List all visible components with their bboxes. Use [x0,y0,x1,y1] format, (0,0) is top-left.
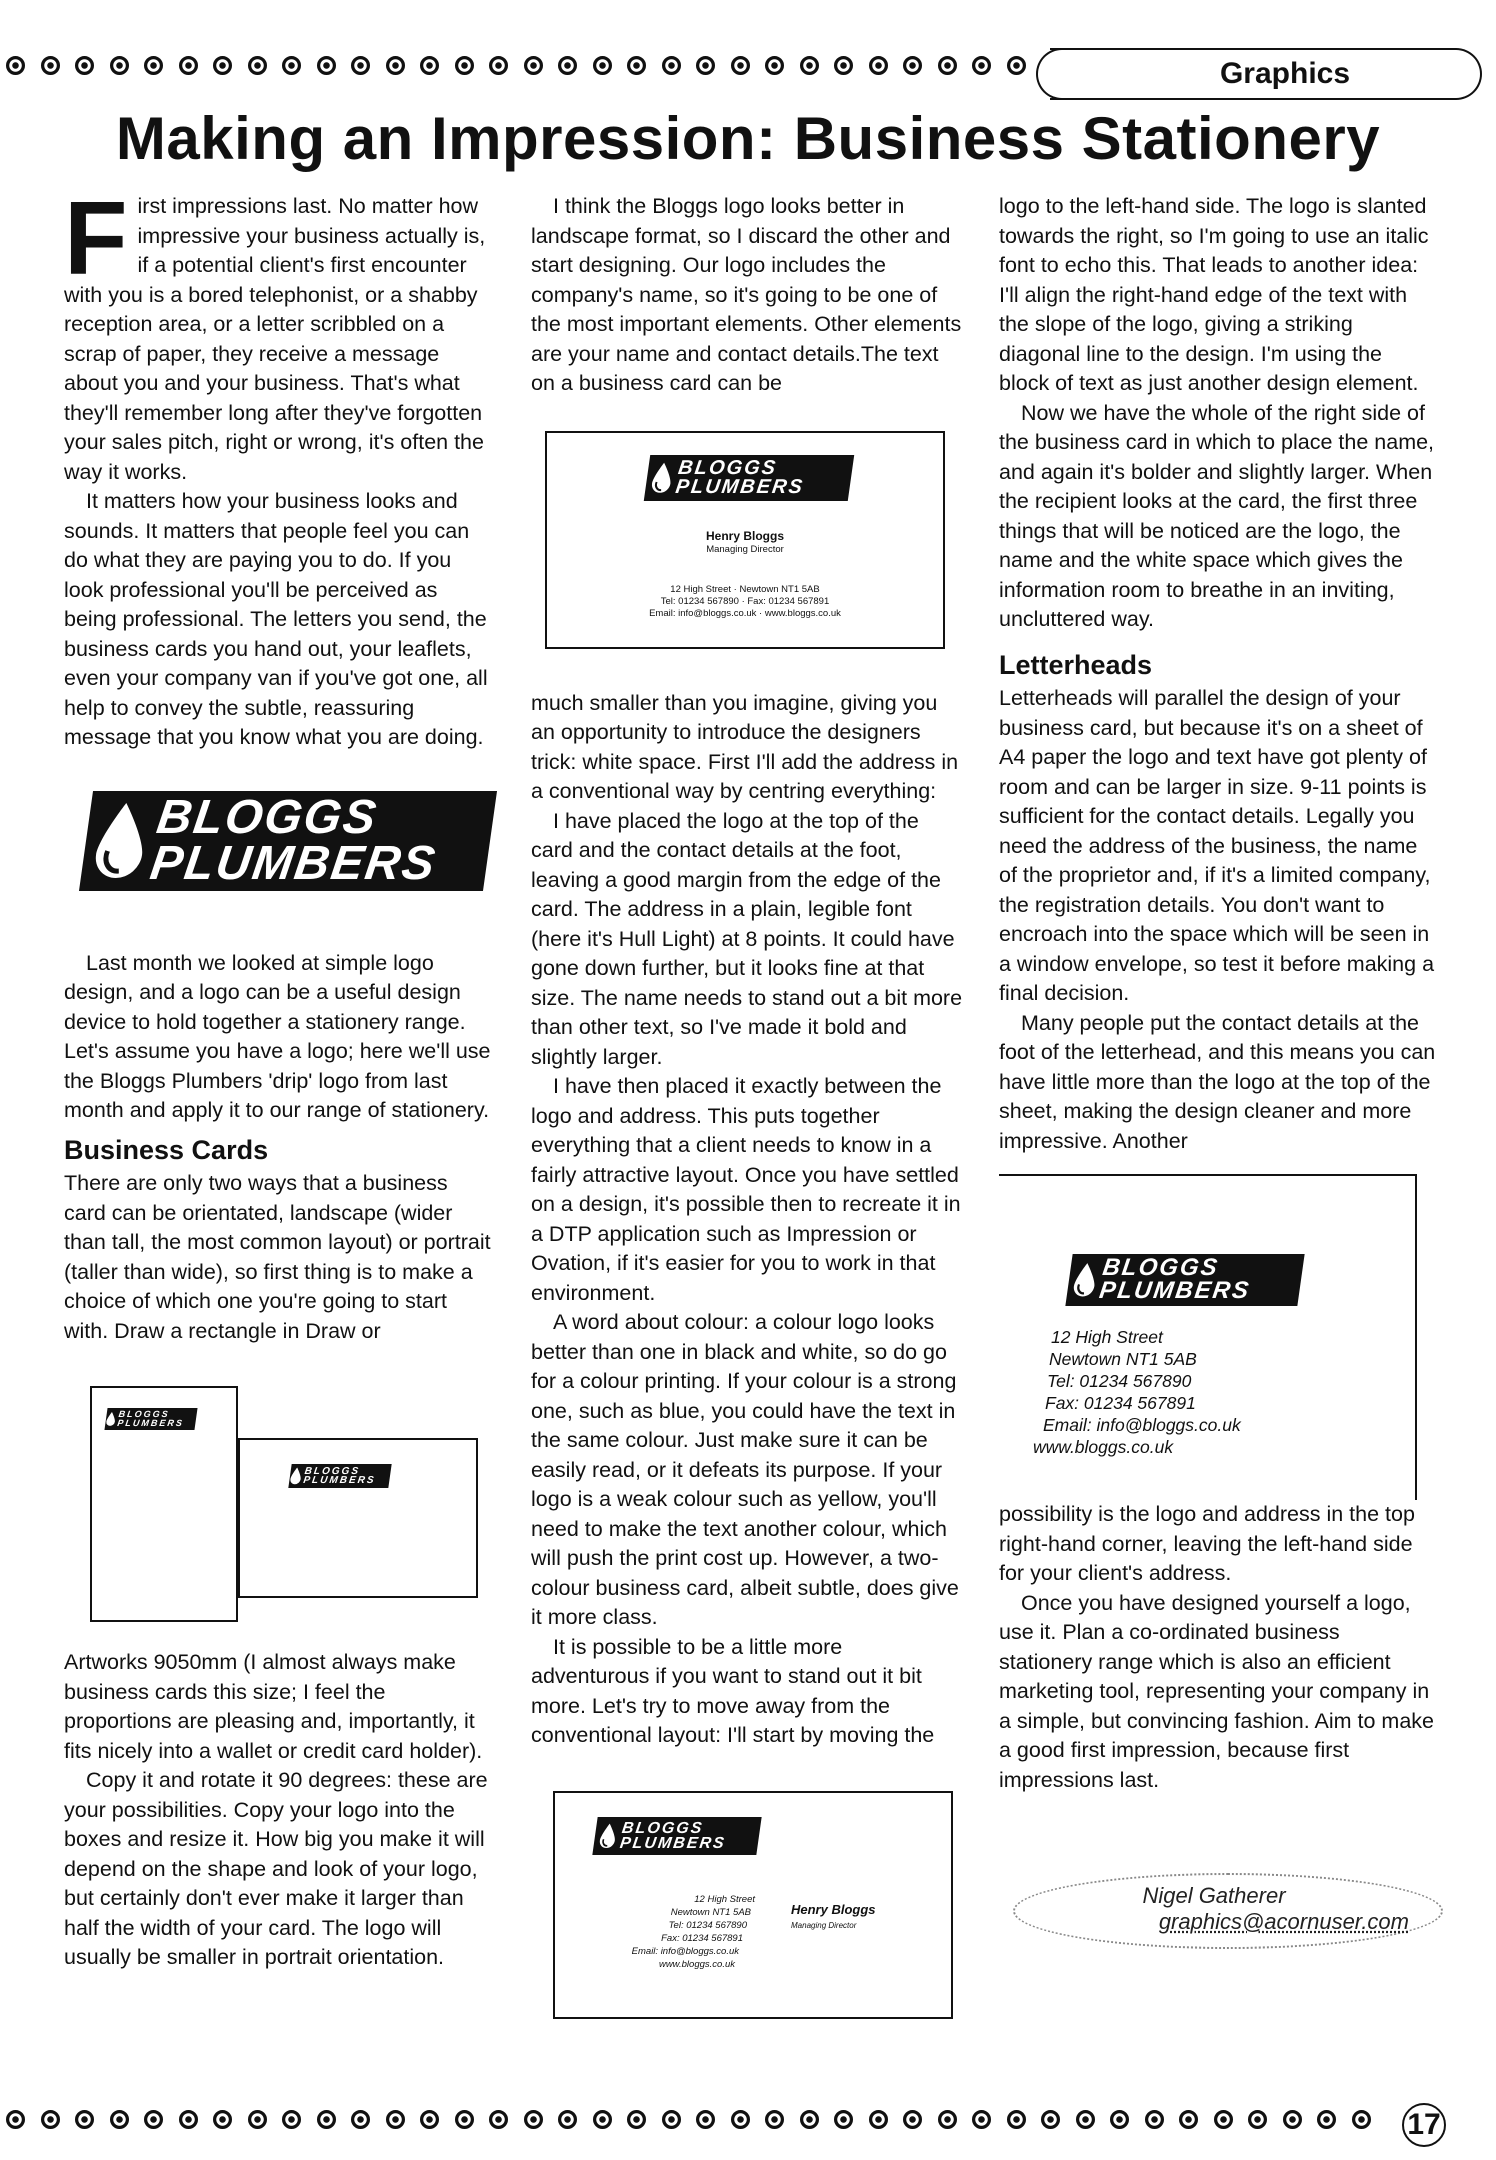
decorative-dot [800,56,819,75]
paragraph: Letterheads will parallel the design of your business card, but because it's on a sheet of A4 paper the logo and text have got plenty of room and can be larger in size. 9-11 points is sufficient for the contact details. Legally you need the address of the business, the name of the proprietor and, if it's a limited company, the registration details. You don't want to encroach into the space which will be seen in a window envelope, so test it before making a final decision. [999,686,1435,1005]
decorative-dot [213,2110,232,2129]
decorative-dot [386,2110,405,2129]
decorative-dot [972,2110,991,2129]
card-www: www.bloggs.co.uk [658,1958,735,1970]
decorative-dot [489,56,508,75]
decorative-dot [179,56,198,75]
card-role: Managing Director [706,543,784,555]
card-tel: Tel: 01234 567890 [668,1919,747,1931]
card-phones: Tel: 01234 567890 · Fax: 01234 567891 [660,595,830,607]
decorative-dot [834,2110,853,2129]
portrait-card: BLOGGS PLUMBERS [90,1386,238,1622]
decorative-dot [627,56,646,75]
card-name: Henry Bloggs [791,1901,876,1917]
decorative-dot [903,56,922,75]
decorative-dot [731,56,750,75]
decorative-dot [1248,2110,1267,2129]
decorative-dot [41,2110,60,2129]
heading-business-cards: Business Cards [64,1134,269,1165]
logo-line-2: PLUMBERS [147,836,440,890]
card-web: Email: info@bloggs.co.uk · www.bloggs.co.uk [649,607,841,619]
paragraph: Many people put the contact details at the foot of the letterhead, and this means you can have little more than the logo at the top of the sheet, making the design cleaner and more impressive. Another [999,1010,1436,1153]
decorative-dot [179,2110,198,2129]
decorative-dot [869,56,888,75]
decorative-dot [972,56,991,75]
letterhead-figure: BLOGGS PLUMBERS 12 High Street Newtown NT1 5AB Tel: 01234 567890 Fax: 01234 567891 Email: info@bloggs.co.uk www.bloggs.co.uk [999,1174,1437,1500]
decorative-dot [1007,56,1026,75]
paragraph: Last month we looked at simple logo design, and a logo can be a useful design device to hold together a stationery range. Let's assume you have a logo; here we'll use the Bloggs Plumbers 'drip' logo from last month and apply it to our range of stationery. [64,950,491,1122]
letterhead-fax: Fax: 01234 567891 [1045,1393,1196,1413]
paragraph: much smaller than you imagine, giving you an opportunity to introduce the designers trick: white space. First I'll add the address in a conventional way by centring everything: [531,690,959,803]
card-orientation-figure [64,1386,494,1648]
paragraph: Copy it and rotate it 90 degrees: these are your possibilities. Copy your logo into the boxes and resize it. How big you make it will depend on the shape and look of your logo, but certainly don't ever make it larger than half the width of your card. The logo will usually be smaller in portrait orientation. [64,1768,488,1969]
drip-icon [88,801,153,881]
letterhead-street: 12 High Street [1051,1327,1163,1347]
decorative-dot [1041,2110,1060,2129]
logo-line-1: BLOGGS [153,790,381,844]
decorative-dot [6,56,25,75]
decorative-dot [248,2110,267,2129]
large-logo [86,791,490,891]
decorative-dot [6,2110,25,2129]
bottom-dot-rule [6,2110,1398,2150]
paragraph: I have then placed it exactly between the logo and address. This puts together everything that a client needs to know in a fairly attractive layout. Once you have settled on a design, it's possible then to recreate it in a DTP application such as Impression or Ovation, if it's easier for you to work in that environment. [531,1074,961,1305]
decorative-dot [282,2110,301,2129]
intro-paragraph: First impressions last. No matter how impressive your business actually is, if a potential client's first encounter with you is a bored telephonist, or a shabby reception area, or a letter scribbled on a scrap of paper, they receive a message about you and your business. That's what they'll remember long after they've forgotten your sales pitch, right or wrong, it's often the way it works. [64,181,486,484]
decorative-dot [420,2110,439,2129]
decorative-dot [731,2110,750,2129]
decorative-dot [869,2110,888,2129]
decorative-dot [110,56,129,75]
paragraph: I have placed the logo at the top of the card and the contact details at the foot, leaving a good margin from the edge of the card. The address in a plain, legible font (here it's Hull Light) at 8 points. It could have gone down further, but it looks fine at that size. The name needs to stand out a bit more than other text, so I've made it bold and slightly larger. [531,808,963,1069]
column-1 [64,181,494,1973]
letterhead-email: Email: info@bloggs.co.uk [1043,1415,1241,1435]
business-card-adventurous: BLOGGS PLUMBERS 12 High Street Newtown NT1 5AB Tel: 01234 567890 Fax: 01234 567891 Email: info@bloggs.co.uk www.bloggs.co.uk Henry Bloggs Managing Director [531,1791,963,2021]
paragraph: It is possible to be a little more adventurous if you want to stand out it bit more. Let's try to move away from the conventional layout: I'll start by moving the [531,1634,935,1747]
section-label: Graphics [1219,57,1351,90]
decorative-dot [75,56,94,75]
paragraph: I think the Bloggs logo looks better in landscape format, so I discard the other and start designing. Our logo includes the company's name, so it's going to be one of the most important elements. Other elements are your name and contact details.The text on a business card can be [531,194,962,395]
business-card-centred: BLOGGS PLUMBERS Henry Bloggs Managing Director 12 High Street · Newtown NT1 5AB Tel: 01234 567890 · Fax: 01234 567891 Email: info@bloggs.co.uk · www.bloggs.co.uk [531,415,963,643]
author-credit [999,1873,1437,1953]
decorative-dot [1076,2110,1095,2129]
decorative-dot [558,56,577,75]
column-2 [531,192,963,2021]
decorative-dot [1283,2110,1302,2129]
decorative-dot [1179,2110,1198,2129]
decorative-dot [41,56,60,75]
decorative-dot [627,2110,646,2129]
author-email[interactable]: graphics@acornuser.com [1158,1909,1409,1934]
decorative-dot [110,2110,129,2129]
decorative-dot [696,56,715,75]
decorative-dot [662,2110,681,2129]
paragraph: Once you have designed yourself a logo, use it. Plan a co-ordinated business stationery range which is also an efficient marketing tool, representing your company in a simple, but convincing fashion. Aim to make a good first impression, because first impressions last. [999,1590,1434,1792]
top-dot-rule [6,56,1051,96]
decorative-dot [1352,2110,1371,2129]
decorative-dot [317,56,336,75]
decorative-dot [386,56,405,75]
decorative-dot [75,2110,94,2129]
decorative-dot [144,56,163,75]
decorative-dot [420,56,439,75]
decorative-dot [696,2110,715,2129]
decorative-dot [351,56,370,75]
decorative-dot [593,2110,612,2129]
decorative-dot [1145,2110,1164,2129]
section-tab [1050,48,1482,100]
decorative-dot [317,2110,336,2129]
decorative-dot [282,56,301,75]
decorative-dot [765,2110,784,2129]
decorative-dot [489,2110,508,2129]
decorative-dot [524,56,543,75]
decorative-dot [1007,2110,1026,2129]
decorative-dot [938,2110,957,2129]
decorative-dot [455,56,474,75]
letterhead-tel: Tel: 01234 567890 [1047,1371,1192,1391]
drop-cap: F [64,181,128,297]
page-number: 17 [1402,2103,1446,2147]
decorative-dot [903,2110,922,2129]
decorative-dot [248,56,267,75]
paragraph: There are only two ways that a business card can be orientated, landscape (wider than tall, the most common layout) or portrait (taller than wide), so first thing is to make a choice of which one you're going to start with. Draw a rectangle in Draw or [64,1171,491,1343]
letterhead-www: www.bloggs.co.uk [1033,1437,1174,1457]
paragraph: logo to the left-hand side. The logo is slanted towards the right, so I'm going to use an italic font to echo this. That leads to another idea: I'll align the right-hand edge of the text with the slope of the logo, giving a striking diagonal line to the design. I'm using the block of text as just another design element. [999,194,1429,395]
decorative-dot [144,2110,163,2129]
decorative-dot [662,56,681,75]
card-town: Newtown NT1 5AB [670,1906,751,1918]
paragraph: A word about colour: a colour logo looks better than one in black and white, so do go for a colour printing. If your colour is a strong one, such as blue, you could have the text in the same colour. Just make sure it can be easily read, or it defeats its purpose. If your logo is a weak colour such as yellow, you'll need to make the text another colour, which will push the print cost up. However, a two-colour business card, albeit subtle, does give it more class. [531,1310,959,1629]
decorative-dot [800,2110,819,2129]
paragraph: It matters how your business looks and sounds. It matters that people feel you can do what they are paying you to do. If you look professional you'll be perceived as being professional. The letters you send, the business cards you hand out, your leaflets, even your company van if you've got one, all help to convey the subtle, reassuring message that you know what you are doing. [64,489,488,749]
decorative-dot [593,56,612,75]
decorative-dot [834,56,853,75]
landscape-card: BLOGGS PLUMBERS [238,1438,478,1598]
paragraph: possibility is the logo and address in the top right-hand corner, leaving the left-hand side for your client's address. [999,1502,1415,1585]
decorative-dot [938,56,957,75]
decorative-dot [524,2110,543,2129]
decorative-dot [765,56,784,75]
card-fax: Fax: 01234 567891 [661,1932,743,1944]
author-name: Nigel Gatherer [1142,1883,1286,1908]
paragraph: Now we have the whole of the right side of the business card in which to place the name, and again it's bolder and slightly larger. When the recipient looks at the card, the first three things that will be noticed are the logo, the name and the white space which gives the information room to breathe in an inviting, uncluttered way. [999,400,1435,631]
decorative-dot [1110,2110,1129,2129]
decorative-dot [558,2110,577,2129]
article-title: Making an Impression: Business Stationery [115,105,1381,172]
decorative-dot [455,2110,474,2129]
card-name: Henry Bloggs [705,528,784,543]
card-role: Managing Director [791,1920,857,1930]
letterhead-town: Newtown NT1 5AB [1049,1349,1197,1369]
column-3 [999,192,1437,1953]
card-email: Email: info@bloggs.co.uk [631,1945,739,1957]
card-address: 12 High Street · Newtown NT1 5AB [670,583,820,595]
decorative-dot [351,2110,370,2129]
decorative-dot [1214,2110,1233,2129]
decorative-dot [213,56,232,75]
decorative-dot [1317,2110,1336,2129]
card-street: 12 High Street [694,1893,755,1905]
heading-letterheads: Letterheads [999,649,1153,680]
paragraph: Artworks 9050mm (I almost always make business cards this size; I feel the proportions are pleasing and, importantly, it fits nicely into a wallet or credit card holder). [64,1650,483,1763]
